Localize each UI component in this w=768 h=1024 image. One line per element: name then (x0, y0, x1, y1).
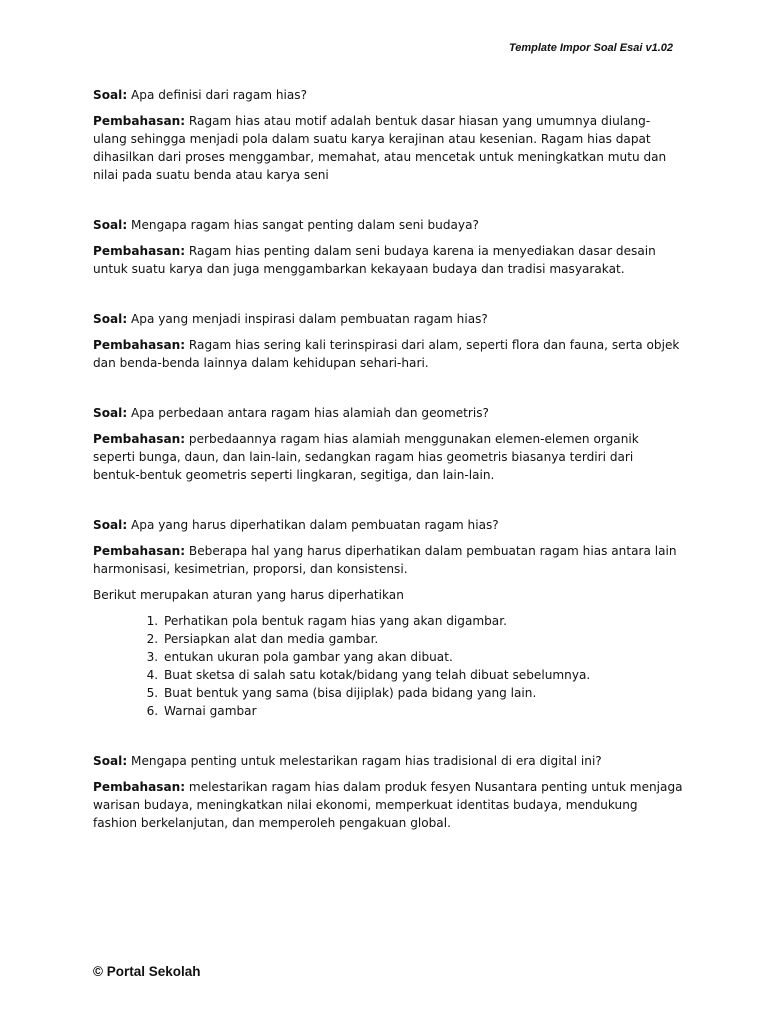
list-item: 4. Buat sketsa di salah satu kotak/bidang yang telah dibuat sebelumnya. (162, 666, 683, 684)
answer (93, 336, 683, 372)
rules-intro: Berikut merupakan aturan yang harus diperhatikan (93, 588, 404, 602)
answer-text: Ragam hias sering kali terinspirasi dari alam, seperti flora dan fauna, serta objek dan benda-benda lainnya dalam kehidupan sehari-hari. (93, 338, 680, 370)
answer (93, 542, 683, 578)
question-label: Soal: (93, 218, 128, 232)
question (93, 310, 683, 328)
answer (93, 112, 683, 184)
question-text: Mengapa ragam hias sangat penting dalam seni budaya? (131, 218, 479, 232)
answer-label: Pembahasan: (93, 780, 186, 794)
answer-label: Pembahasan: (93, 244, 186, 258)
qa-block (93, 752, 683, 832)
footer-copyright: © Portal Sekolah (93, 964, 201, 979)
question (93, 404, 683, 422)
answer-label: Pembahasan: (93, 544, 186, 558)
qa-block (93, 86, 683, 184)
list-item: 6. Warnai gambar (162, 702, 683, 720)
question-label: Soal: (93, 518, 128, 532)
question-text: Apa definisi dari ragam hias? (131, 88, 308, 102)
answer-label: Pembahasan: (93, 432, 186, 446)
question-label: Soal: (93, 406, 128, 420)
answer-text: Ragam hias atau motif adalah bentuk dasar hiasan yang umumnya diulang-ulang sehingga menjadi pola dalam suatu karya kerajinan atau kesenian. Ragam hias dapat dihasilkan dari proses menggambar, memahat, atau mencetak untuk meningkatkan mutu dan nilai pada suatu benda atau karya seni (93, 114, 667, 182)
question-text: Apa perbedaan antara ragam hias alamiah dan geometris? (131, 406, 489, 420)
question (93, 86, 683, 104)
question (93, 752, 683, 770)
answer-label: Pembahasan: (93, 114, 186, 128)
document-body (93, 86, 683, 864)
question-text: Apa yang harus diperhatikan dalam pembuatan ragam hias? (131, 518, 499, 532)
question (93, 516, 683, 534)
answer-label: Pembahasan: (93, 338, 186, 352)
answer-text: Beberapa hal yang harus diperhatikan dalam pembuatan ragam hias antara lain harmonisasi, kesimetrian, proporsi, dan konsistensi. (93, 544, 677, 576)
question-text: Apa yang menjadi inspirasi dalam pembuatan ragam hias? (131, 312, 488, 326)
answer-text: melestarikan ragam hias dalam produk fesyen Nusantara penting untuk menjaga warisan budaya, meningkatkan nilai ekonomi, memperkuat identitas budaya, mendukung fashion berkelanjutan, dan memperoleh pengakuan global. (93, 780, 683, 830)
rules-list (93, 612, 683, 720)
answer (93, 778, 683, 832)
list-item: 2. Persiapkan alat dan media gambar. (162, 630, 683, 648)
question-label: Soal: (93, 312, 128, 326)
list-item: 1. Perhatikan pola bentuk ragam hias yang akan digambar. (162, 612, 683, 630)
answer (93, 242, 683, 278)
question (93, 216, 683, 234)
qa-block (93, 516, 683, 720)
question-label: Soal: (93, 88, 128, 102)
list-item: 5. Buat bentuk yang sama (bisa dijiplak) pada bidang yang lain. (162, 684, 683, 702)
list-item: 3. entukan ukuran pola gambar yang akan dibuat. (162, 648, 683, 666)
qa-block (93, 404, 683, 484)
answer-text: Ragam hias penting dalam seni budaya karena ia menyediakan dasar desain untuk suatu karya dan juga menggambarkan kekayaan budaya dan tradisi masyarakat. (93, 244, 656, 276)
qa-block (93, 310, 683, 372)
answer (93, 430, 683, 484)
qa-block (93, 216, 683, 278)
question-label: Soal: (93, 754, 128, 768)
answer-text: perbedaannya ragam hias alamiah menggunakan elemen-elemen organik seperti bunga, daun, dan lain-lain, sedangkan ragam hias geometris biasanya terdiri dari bentuk-bentuk geometris seperti lingkaran, segitiga, dan lain-lain. (93, 432, 639, 482)
document-header-title: Template Impor Soal Esai v1.02 (508, 42, 673, 54)
question-text: Mengapa penting untuk melestarikan ragam hias tradisional di era digital ini? (131, 754, 602, 768)
